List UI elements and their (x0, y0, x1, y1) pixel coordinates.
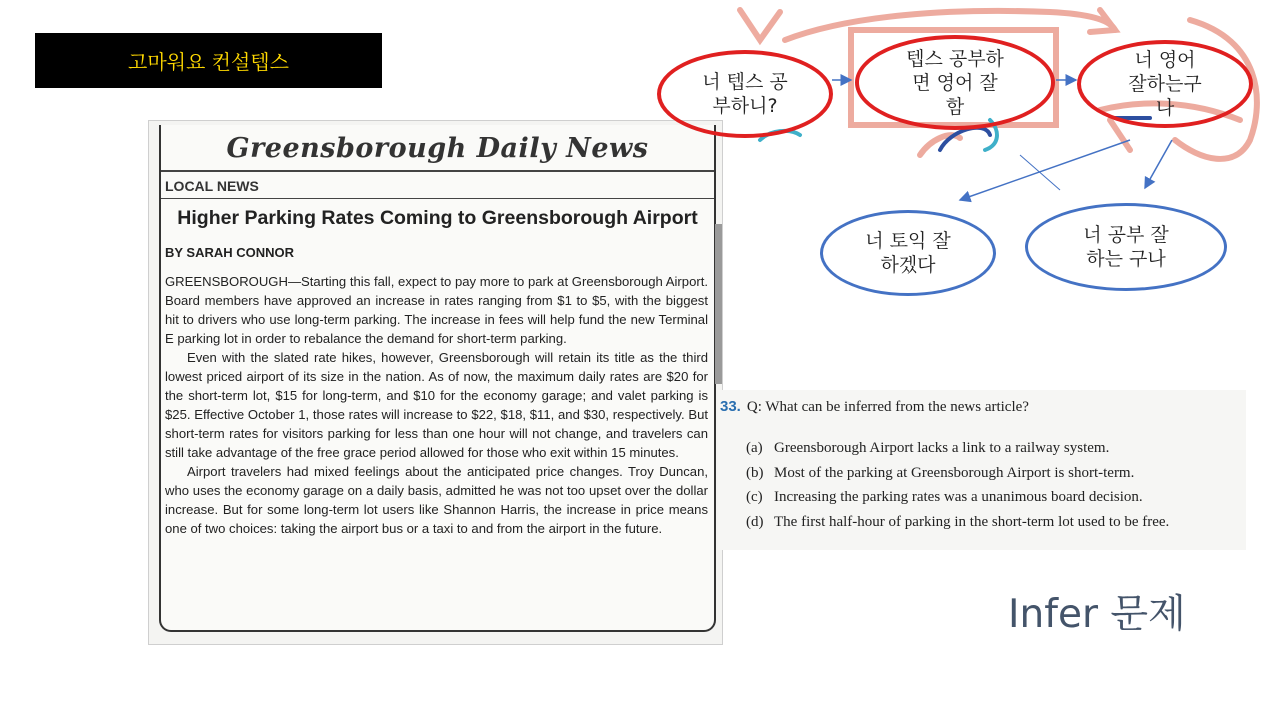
article-paragraph: GREENSBOROUGH—Starting this fall, expect to pay more to park at Greensborough Airport. Board members have approved an increase in rates ranging from $1 to $5, with the biggest hit to drivers who use long-term parking. The increase in fees will help fund the new Terminal E parking lot in order to rebalance the demand for short-term parking. (165, 274, 708, 346)
diagram-node (820, 210, 996, 296)
option-text: Increasing the parking rates was a unanimous board decision. (774, 489, 1143, 505)
option-letter: (c) (746, 489, 763, 505)
node-text: 너 영어 잘하는구 나 (1128, 49, 1202, 119)
question-number: 33. (720, 398, 741, 415)
option-text: Greensborough Airport lacks a link to a railway system. (774, 440, 1110, 456)
node-text: 텝스 공부하 면 영어 잘 함 (906, 47, 1004, 118)
option-letter: (a) (746, 440, 763, 456)
option-letter: (b) (746, 464, 764, 481)
diagram-node (1077, 40, 1253, 128)
article-paragraph: Airport travelers had mixed feelings about the anticipated price changes. Troy Duncan, who uses the economy garage on a daily basis, admitted he was not too upset over the dollar increase. But for some long-term lot users like Shannon Harris, the increase in price means one of two choices: taking the airport bus or a taxi to and from the airport in the future. (165, 464, 708, 536)
article-headline: Higher Parking Rates Coming to Greensborough Airport (177, 207, 698, 229)
diagram-node (1025, 203, 1227, 291)
newspaper-masthead: Greensborough Daily News (226, 133, 649, 164)
arrow-3-to-5 (1145, 140, 1172, 188)
option-letter: (d) (746, 513, 764, 530)
option-text: Most of the parking at Greensborough Airport is short-term. (774, 464, 1135, 481)
node-text: 너 텝스 공 부하니? (702, 71, 788, 117)
diagram-node (657, 50, 833, 138)
option-text: The first half-hour of parking in the short-term lot used to be free. (774, 513, 1170, 530)
banner-text: 고마워요 컨설텝스 (128, 50, 289, 74)
article-paragraph: Even with the slated rate hikes, however, Greensborough will retain its title as the third lowest priced airport of its size in the nation. As of now, the maximum daily rates are $20 for the short-term lot, $15 for long-term, and $10 for the economy garage; and valet parking is $25. Effective October 1, those rates will increase to $22, $18, $11, and $30, respectively. But short-term rates for visitors parking for less than one hour will not change, and travelers can still take advantage of the free grace period allowed for those who exit within 15 minutes. (165, 350, 708, 460)
slide-caption: Infer 문제 (1008, 592, 1186, 637)
section-label: LOCAL NEWS (161, 172, 714, 199)
node-text: 너 토익 잘 하겠다 (865, 230, 951, 276)
question-prompt: Q: What can be inferred from the news article? (746, 399, 1029, 415)
cross-mark-line (1020, 155, 1060, 190)
article-byline: BY SARAH CONNOR (165, 245, 295, 260)
diagram-node (855, 35, 1055, 130)
node-text: 너 공부 잘 하는 구나 (1083, 224, 1169, 270)
